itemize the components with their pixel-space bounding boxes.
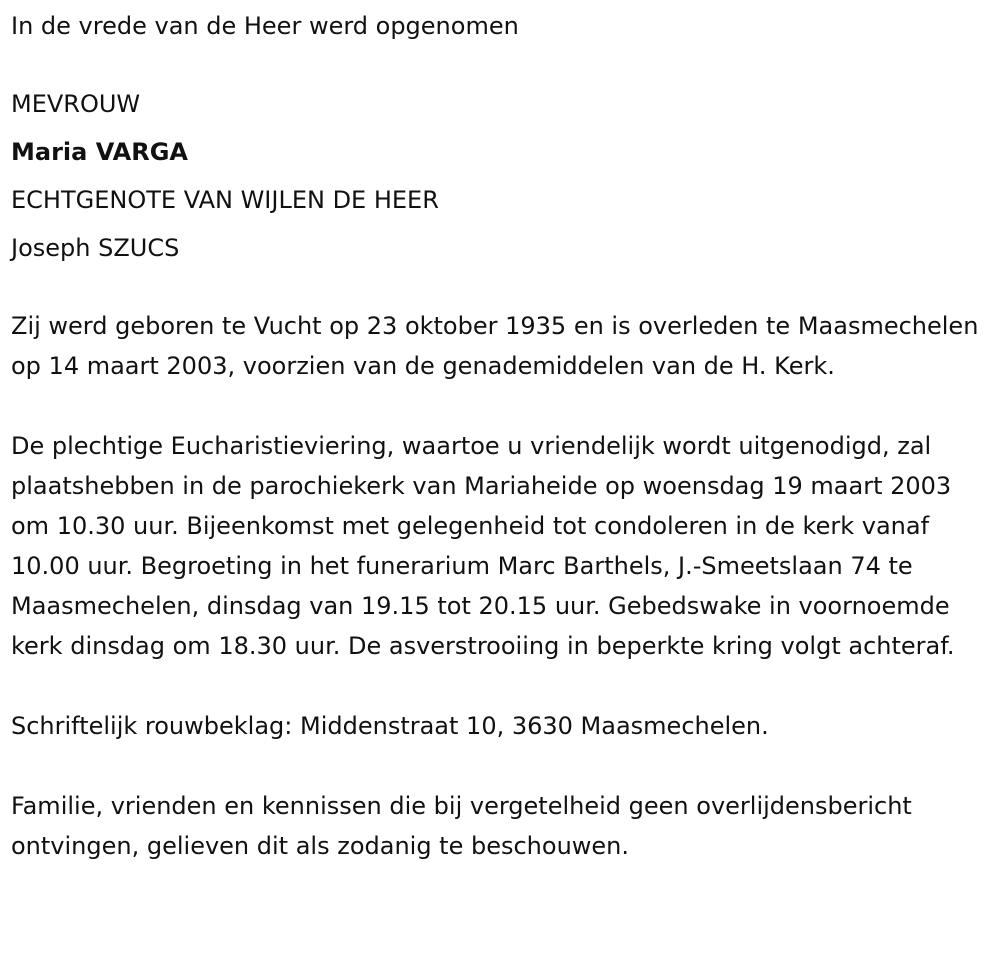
spouse-name: Joseph SZUCS [11, 234, 180, 262]
spacer [11, 46, 1000, 80]
deceased-name: Maria VARGA [11, 138, 188, 166]
spacer [11, 666, 1000, 706]
closing-paragraph: Familie, vrienden en kennissen die bij vergetelheid geen overlijdensbericht ontvingen, gelieven dit als zodanig te beschouwen. [11, 792, 912, 860]
spacer [11, 272, 1000, 306]
condolence-address: Schriftelijk rouwbeklag: Middenstraat 10, 3630 Maasmechelen. [11, 712, 769, 740]
salutation: MEVROUW [11, 90, 141, 118]
relation-line: ECHTGENOTE VAN WIJLEN DE HEER [11, 186, 439, 214]
birth-death-paragraph: Zij werd geboren te Vucht op 23 oktober 1935 en is overleden te Maasmechelen op 14 maart 2003, voorzien van de genademiddelen van de H. Kerk. [11, 312, 979, 380]
intro-line: In de vrede van de Heer werd opgenomen [11, 12, 519, 40]
spacer [11, 386, 1000, 426]
ceremony-paragraph: De plechtige Eucharistieviering, waartoe u vriendelijk wordt uitgenodigd, zal plaatshebben in de parochiekerk van Mariaheide op woensdag 19 maart 2003 om 10.30 uur. Bijeenkomst met gelegenheid tot condoleren in de kerk vanaf 10.00 uur. Begroeting in het funerarium Marc Barthels, J.-Smeetslaan 74 te Maasmechelen, dinsdag van 19.15 tot 20.15 uur. Gebedswake in voornoemde kerk dinsdag om 18.30 uur. De asverstrooiing in beperkte kring volgt achteraf. [11, 432, 955, 660]
spacer [11, 746, 1000, 786]
